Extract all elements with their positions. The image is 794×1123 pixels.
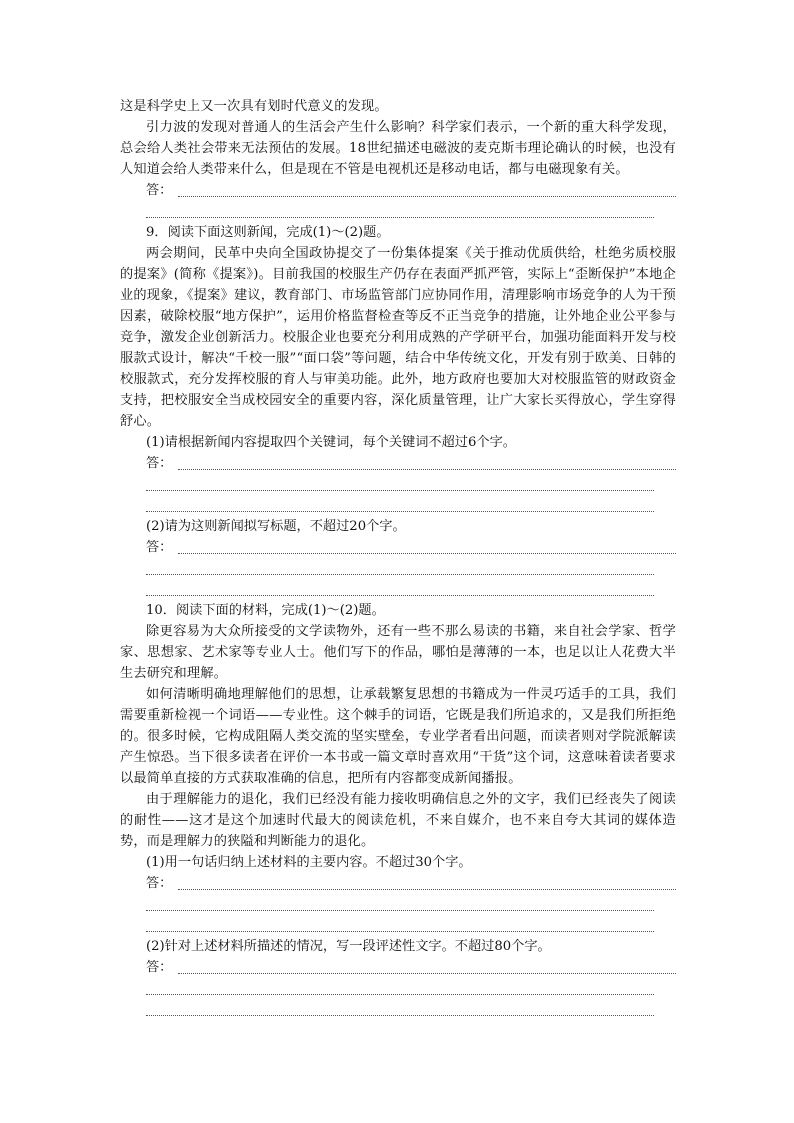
answer-blank[interactable] [178,958,676,974]
answer-label: 答： [146,876,173,891]
content-column [120,96,676,1020]
answer-blank[interactable] [146,994,654,995]
answer-label: 答： [146,540,173,555]
q9-sub2-answer-line-3[interactable] [120,579,676,600]
q9-sub1-answer-line-3[interactable] [120,495,676,516]
question-10-sub-2: (2)针对上述材料所描述的情况，写一段评述性文字。不超过80个字。 [146,939,551,954]
answer-blank[interactable] [146,595,654,596]
question-10-paragraph-2: 如何清晰明确地理解他们的思想，让承载繁复思想的书籍成为一件灵巧适手的工具，我们需要重新检视一个词语——专业性。这个棘手的词语，它既是我们所追求的，又是我们所拒绝的。很多时候，它构成阻隔人类交流的坚实壁垒，专业学者看出问题，而读者则对学院派解读产生惊恐。当下很多读者在评价一本书或一篇文章时喜欢用“干货”这个词，这意味着读者要求以最简单直接的方式获取准确的信息，把所有内容都变成新闻播报。 [120,687,676,786]
question-10-paragraph-1: 除更容易为大众所接受的文学读物外，还有一些不那么易读的书籍，来自社会学家、哲学家、思想家、艺术家等专业人士。他们写下的作品，哪怕是薄薄的一本，也足以让人花费大半生去研究和理解。 [120,624,676,681]
answer-blank[interactable] [146,574,654,575]
answer-blank[interactable] [146,490,654,491]
q10-sub1-answer-line-1[interactable] [120,873,676,894]
answer-blank[interactable] [178,181,676,197]
answer-blank[interactable] [146,910,654,911]
question-9-heading: 9．阅读下面这则新闻，完成(1)～(2)题。 [146,225,390,240]
q9-sub2-answer-line-1[interactable] [120,537,676,558]
q9-sub2-answer-line-2[interactable] [120,558,676,579]
answer-blank[interactable] [146,931,654,932]
intro-paragraph: 引力波的发现对普通人的生活会产生什么影响？科学家们表示，一个新的重大科学发现，总会给人类社会带来无法预估的发展。18世纪描述电磁波的麦克斯韦理论确认的时候，也没有人知道会给人类带来什么，但是现在不管是电视机还是移动电话，都与电磁现象有关。 [120,120,676,177]
answer-blank[interactable] [178,538,676,554]
answer-blank[interactable] [178,454,676,470]
answer-label: 答： [146,960,173,975]
q10-sub2-answer-line-3[interactable] [120,999,676,1020]
question-10-sub-1: (1)用一句话归纳上述材料的主要内容。不超过30个字。 [146,855,472,870]
intro-line: 这是科学史上又一次具有划时代意义的发现。 [120,99,388,114]
q10-sub2-answer-line-1[interactable] [120,957,676,978]
answer-blank[interactable] [178,874,676,890]
answer-label: 答： [146,183,173,198]
question-10-heading: 10．阅读下面的材料，完成(1)～(2)题。 [146,603,385,618]
q10-sub2-answer-line-2[interactable] [120,978,676,999]
question-10-paragraph-3: 由于理解能力的退化，我们已经没有能力接收明确信息之外的文字，我们已经丧失了阅读的耐性——这才是这个加速时代最大的阅读危机，不来自媒介，也不来自夸大其词的媒体造势，而是理解力的狭隘和判断能力的退化。 [120,792,676,849]
answer-blank[interactable] [146,1015,654,1016]
intro-answer-line-2[interactable] [120,201,676,222]
q9-sub1-answer-line-1[interactable] [120,453,676,474]
answer-blank[interactable] [146,217,654,218]
intro-answer-line-1[interactable] [120,180,676,201]
q9-sub1-answer-line-2[interactable] [120,474,676,495]
question-9-passage: 两会期间，民革中央向全国政协提交了一份集体提案《关于推动优质供给，杜绝劣质校服的提案》(简称《提案》)。目前我国的校服生产仍存在表面严抓严管，实际上“歪断保护”本地企业的现象，《提案》建议，教育部门、市场监管部门应协同作用，清理影响市场竞争的人为干预因素，破除校服“地方保护”，运用价格监督检查等反不正当竞争的措施，让外地企业公平参与竞争，激发企业创新活力。校服企业也要充分利用成熟的产学研平台，加强功能面料开发与校服款式设计，解决“千校一服”“面口袋”等问题，结合中华传统文化，开发有别于欧美、日韩的校服款式，充分发挥校服的育人与审美功能。此外，地方政府也要加大对校服监管的财政资金支持，把校服安全当成校园安全的重要内容，深化质量管理，让广大家长买得放心，学生穿得舒心。 [120,246,676,429]
question-9-sub-2: (2)请为这则新闻拟写标题，不超过20个字。 [146,519,406,534]
question-9-sub-1: (1)请根据新闻内容提取四个关键词，每个关键词不超过6个字。 [146,435,516,450]
answer-label: 答： [146,456,173,471]
q10-sub1-answer-line-3[interactable] [120,915,676,936]
q10-sub1-answer-line-2[interactable] [120,894,676,915]
answer-blank[interactable] [146,511,654,512]
